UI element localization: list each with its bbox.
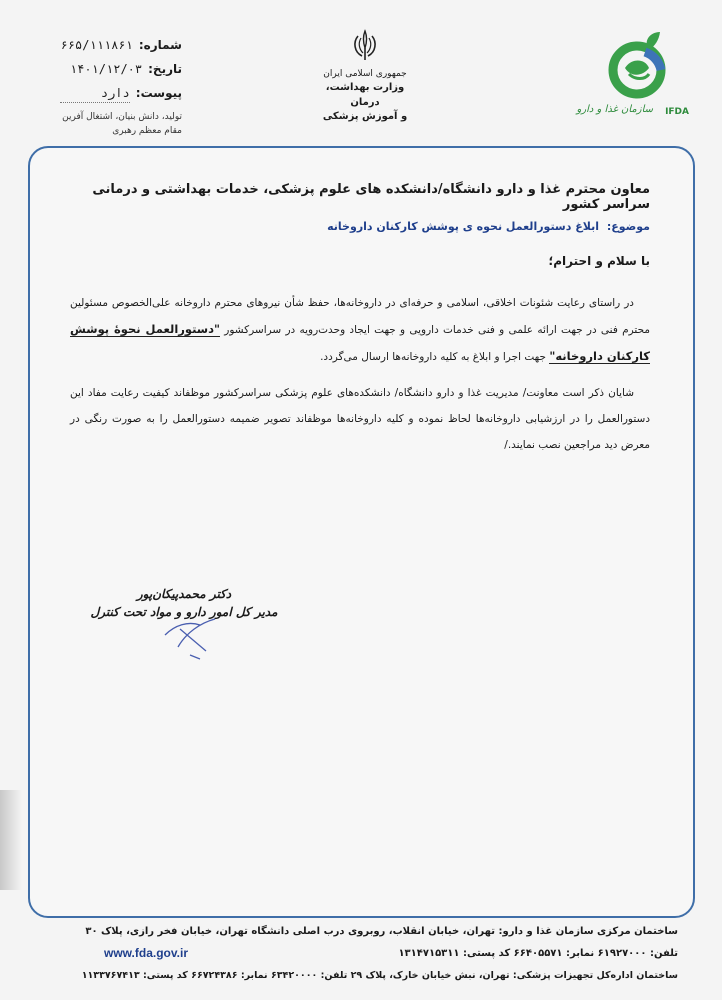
republic-name: جمهوری اسلامی ایران bbox=[323, 69, 407, 79]
footer-website: www.fda.gov.ir bbox=[104, 946, 189, 960]
number-label: شماره: bbox=[138, 38, 182, 52]
ifda-logo-abbr: IFDA bbox=[665, 107, 689, 117]
ifda-logo bbox=[545, 24, 695, 124]
ministry-emblem-block bbox=[315, 28, 415, 125]
subject-text: ابلاغ دستورالعمل نحوه ی پوشش کارکنان داروخانه bbox=[327, 220, 599, 233]
paragraph-1-text-b: جهت اجرا و ابلاغ به کلیه داروخانه‌ها ارسال می‌گردد. bbox=[320, 351, 546, 363]
subject-label: موضوع: bbox=[606, 220, 650, 233]
ifda-logo-text: سازمان غذا و دارو bbox=[576, 104, 653, 115]
slogan-line-1: تولید، دانش بنیان، اشتغال آفرین bbox=[62, 112, 182, 122]
number-row bbox=[22, 38, 182, 62]
letter-meta bbox=[22, 38, 182, 137]
handwritten-signature-mark bbox=[160, 595, 230, 665]
attachment-row bbox=[22, 86, 182, 110]
ministry-line-1: وزارت بهداشت، درمان bbox=[325, 82, 405, 108]
paragraph-1-text-a: در راستای رعایت شئونات اخلاقی، اسلامی و حرفه‌ای در داروخانه‌ها، حفظ شأن نیروهای محترم داروخانه علی‌الخصوص مسئولین محترم فنی در جهت ارائه علمی و فنی خدمات دارویی و جهت ایجاد وحدت‌رویه در سراسرکشور bbox=[70, 297, 650, 336]
date-row bbox=[22, 62, 182, 86]
guideline-title-emphasis: "دستورالعمل نحوهٔ پوشش کارکنان داروخانه" bbox=[70, 322, 650, 363]
footer-address-central: ساختمان مرکزی سازمان غذا و دارو: تهران، خیابان انقلاب، روبروی درب اصلی دانشگاه تهران، خیابان فخر رازی، پلاک ۳۰ bbox=[85, 926, 678, 937]
footer-address-medical-equipment: ساختمان اداره‌کل تجهیزات پزشکی: تهران، نبش خیابان خارک، پلاک ۲۹ تلفن: ۶۳۴۲۰۰۰۰ نمابر: ۶۶۷۲۴۳۸۶ کد پستی: ۱۱۳۳۷۶۷۴۱۳ bbox=[81, 970, 678, 981]
page-edge-shadow bbox=[0, 790, 22, 890]
date-label: تاریخ: bbox=[148, 62, 182, 76]
ministry-line-2: و آموزش پزشکی bbox=[322, 111, 408, 123]
letter-recipient: معاون محترم غذا و دارو دانشگاه/دانشکده های علوم پزشکی، خدمات بهداشتی و درمانی سراسر کشور bbox=[92, 182, 650, 212]
attachment-label: پیوست: bbox=[135, 86, 182, 100]
iran-emblem-icon bbox=[345, 28, 385, 64]
footer-contact-central: تلفن: ۶۱۹۲۷۰۰۰ نمابر: ۶۶۴۰۵۵۷۱ کد پستی: ۱۳۱۴۷۱۵۳۱۱ bbox=[398, 948, 678, 959]
letter-paragraph-2: شایان ذکر است معاونت/ مدیریت غذا و دارو دانشگاه/ دانشکده‌های علوم پزشکی سراسرکشور موظفاند کیفیت رعایت مفاد این دستورالعمل را در ارزشیابی داروخانه‌ها لحاظ نموده و کلیه داروخانه‌ها موظفاند تصویر ضمیمه دستورالعمل را به صورت رنگی در معرض دید مراجعین نصب نمایند./ bbox=[70, 387, 650, 451]
letter-paragraph-1 bbox=[70, 290, 650, 370]
letter-greeting: با سلام و احترام؛ bbox=[548, 254, 650, 268]
signer-title: مدیر کل امور دارو و مواد تحت کنترل bbox=[90, 605, 278, 619]
ifda-logo-icon bbox=[545, 24, 695, 104]
attachment-value: دارد bbox=[60, 86, 130, 103]
date-value: ۱۴۰۱/۱۲/۰۳ bbox=[69, 62, 143, 76]
letter-footer bbox=[0, 918, 722, 1000]
slogan-line-2: مقام معظم رهبری bbox=[112, 125, 182, 136]
number-value: ۶۶۵/۱۱۱۸۶۱ bbox=[60, 38, 133, 52]
letter-subject bbox=[70, 220, 650, 233]
signer-name: دکتر محمدپیکان‌پور bbox=[136, 587, 232, 601]
